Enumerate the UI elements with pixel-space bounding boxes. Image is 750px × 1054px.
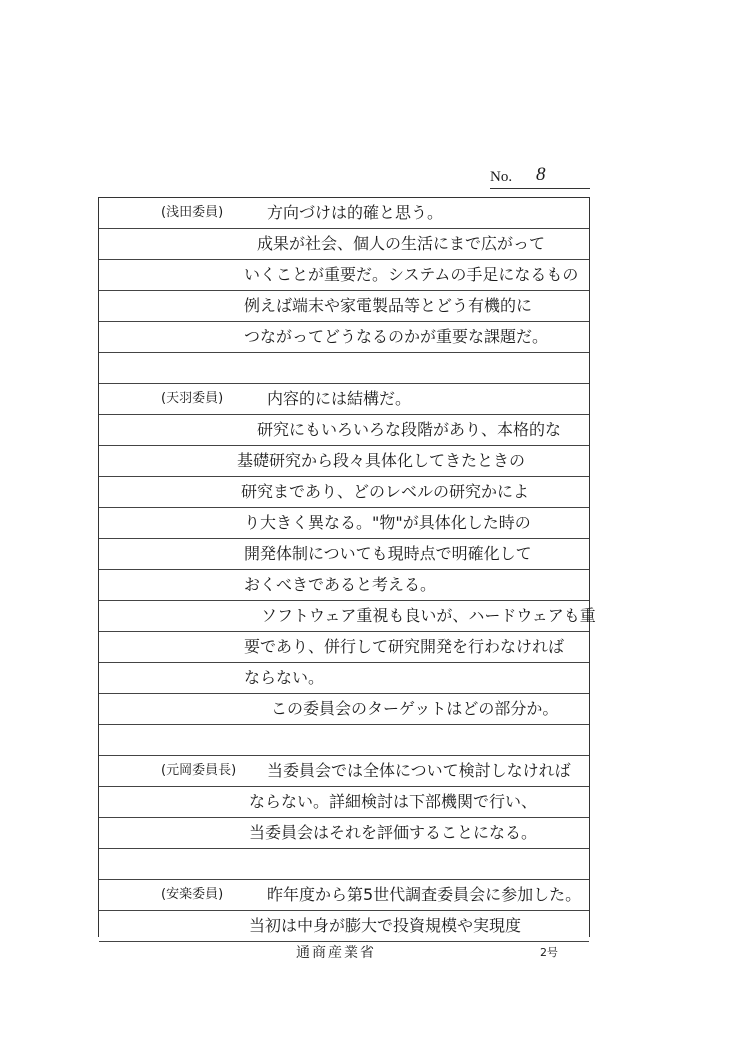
line-row [99, 756, 589, 787]
line-row [99, 849, 589, 880]
line-text: つながってどうなるのかが重要な課題だ。 [244, 327, 549, 346]
ruled-sheet [98, 197, 596, 937]
line-row [99, 353, 589, 384]
line-text: 開発体制についても現時点で明確化して [244, 544, 532, 563]
line-text: 基礎研究から段々具体化してきたときの [237, 451, 526, 470]
line-row [99, 570, 589, 601]
line-row [99, 198, 589, 229]
speaker-label: (安楽委員) [161, 887, 224, 902]
line-row [99, 477, 589, 508]
line-text: 昨年度から第5世代調査委員会に参加した。 [267, 885, 582, 904]
line-row [99, 415, 589, 446]
line-text: おくべきであると考える。 [244, 575, 437, 594]
line-text: ならない。詳細検討は下部機関で行い、 [249, 792, 538, 811]
line-text: 要であり、併行して研究開発を行わなければ [244, 637, 565, 656]
line-row [99, 601, 596, 632]
line-text: り大きく異なる。"物"が具体化した時の [244, 513, 531, 532]
page-number-label: No. [490, 169, 513, 185]
line-row [99, 911, 589, 942]
line-text: いくことが重要だ。システムの手足になるもの [244, 265, 579, 284]
line-text: 方向づけは的確と思う。 [267, 203, 444, 222]
line-row [99, 880, 589, 911]
line-text: この委員会のターゲットはどの部分か。 [271, 699, 559, 718]
line-row [99, 446, 589, 477]
line-row [99, 663, 589, 694]
line-text: 当初は中身が膨大で投資規模や実現度 [249, 916, 522, 935]
line-text: 内容的には結構だ。 [267, 389, 412, 408]
line-row [99, 322, 589, 353]
line-row [99, 818, 589, 849]
line-text: 当委員会はそれを評価することになる。 [249, 823, 538, 842]
line-text: 研究まであり、どのレベルの研究かによ [241, 482, 530, 501]
line-row [99, 291, 589, 322]
line-text: ならない。 [244, 668, 325, 687]
line-row [99, 508, 589, 539]
page-number-value: 8 [536, 164, 546, 185]
line-text: 成果が社会、個人の生活にまで広がって [257, 234, 546, 253]
line-row [99, 539, 589, 570]
footer-form-code: 2号 [540, 946, 558, 959]
line-row [99, 787, 589, 818]
footer-organization: 通商産業省 [296, 945, 376, 961]
line-text: 当委員会では全体について検討しなければ [267, 761, 571, 780]
line-text: 例えば端末や家電製品等とどう有機的に [244, 296, 533, 315]
line-row [99, 260, 589, 291]
speaker-label: (天羽委員) [161, 391, 224, 406]
line-text: 研究にもいろいろな段階があり、本格的な [257, 420, 562, 439]
line-row [99, 384, 589, 415]
speaker-label: (元岡委員長) [161, 763, 237, 778]
page-number [490, 166, 590, 189]
line-text: ソフトウェア重視も良いが、ハードウェアも重 [261, 606, 596, 625]
line-row [99, 694, 589, 725]
line-row [99, 725, 589, 756]
line-row [99, 632, 589, 663]
speaker-label: (浅田委員) [161, 205, 224, 220]
line-row [99, 229, 589, 260]
